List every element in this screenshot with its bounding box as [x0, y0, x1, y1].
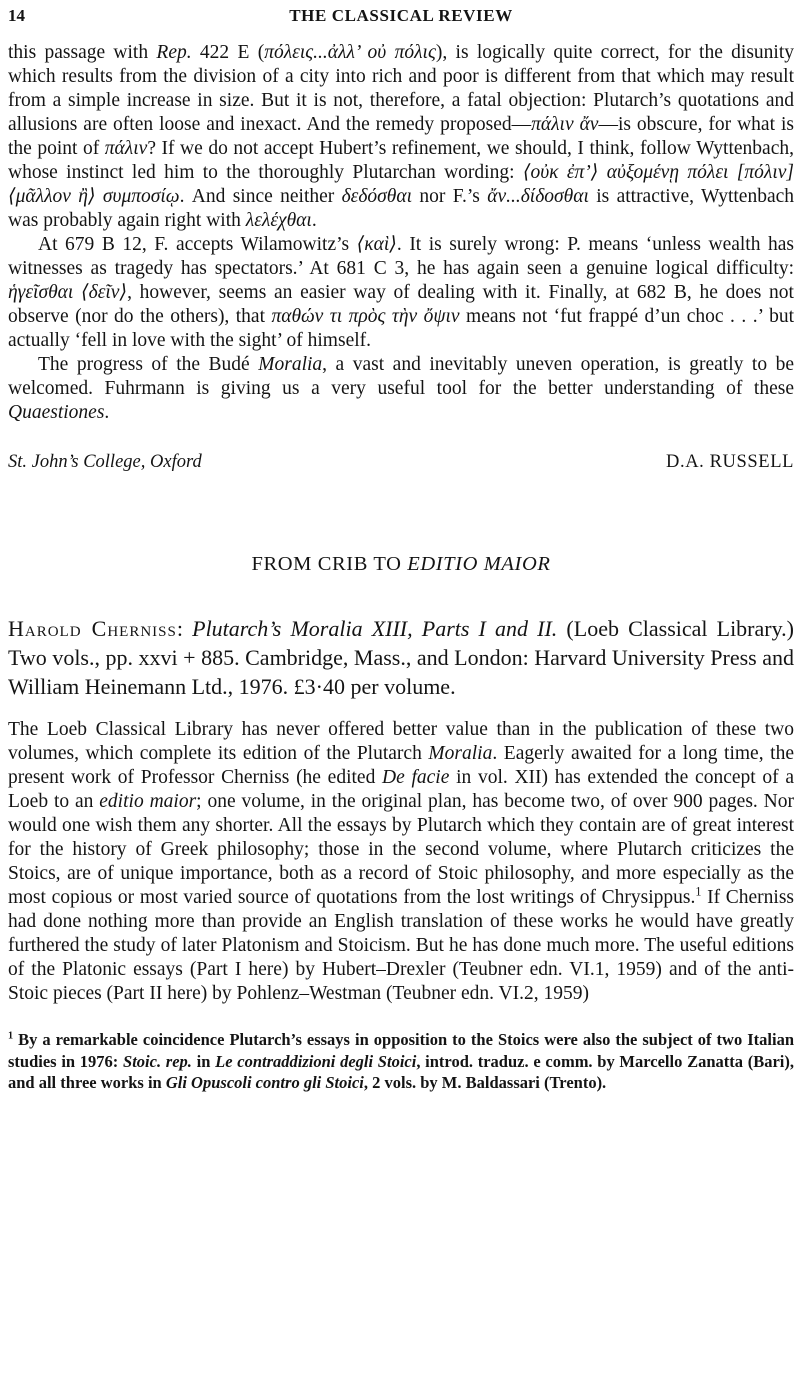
- text-run: The progress of the Budé: [38, 354, 259, 375]
- footnote-marker: 1: [695, 884, 702, 899]
- text-run: (Loeb Classical Library.) Two vols., pp. xxvi + 885. Cambridge, Mass., and London: Harvard University Press and William Heinemann Ltd., 1976. £3·40 per volume.: [8, 616, 794, 699]
- text-run: in: [191, 1051, 216, 1071]
- text-run: Harold Cherniss: [8, 616, 177, 641]
- text-run: , 2 vols. by M. Baldassari (Trento).: [363, 1073, 607, 1092]
- bibliographic-entry: [8, 614, 794, 701]
- text-run: πάλιν ἄν: [531, 114, 599, 135]
- text-run: —is obscure, for what is the point of: [8, 114, 794, 159]
- page-number: 14: [8, 6, 25, 25]
- text-run: 422 E (: [191, 42, 265, 63]
- text-run: EDITIO MAIOR: [407, 553, 551, 575]
- text-run: , a vast and inevitably uneven operation, is greatly to be welcomed. Fuhrmann is giving us a very useful tool for the better understanding of these: [8, 354, 794, 399]
- review-cherniss: [8, 553, 794, 1094]
- text-run: nor F.’s: [412, 186, 488, 207]
- reviewer-affiliation: St. John’s College, Oxford: [8, 452, 202, 472]
- journal-title: THE CLASSICAL REVIEW: [289, 6, 513, 25]
- text-run: πόλεις...ἀλλ’ οὐ πόλις: [264, 42, 436, 63]
- text-run: . It is surely wrong: P. means ‘unless wealth has witnesses as tragedy has spectators.’ At 681 C 3, he has again seen a genuine logical difficulty:: [8, 234, 794, 279]
- text-run: editio maior: [99, 791, 197, 812]
- review-title: [8, 553, 794, 576]
- text-run: FROM CRIB TO: [251, 553, 408, 575]
- running-head: [8, 6, 794, 26]
- text-run: Le contraddizioni degli Stoici: [215, 1051, 417, 1071]
- text-run: De facie: [382, 767, 450, 788]
- paragraph: [8, 233, 794, 353]
- text-run: ? If we do not accept Hubert’s refinement, we should, I think, follow Wyttenbach, whose instinct led him to the thoroughly Plutarchan wording:: [8, 138, 794, 183]
- text-run: .: [104, 402, 110, 423]
- text-run: . And since neither: [179, 186, 342, 207]
- paragraph: [8, 353, 794, 425]
- text-run: λελέχθαι: [245, 210, 312, 231]
- text-run: Moralia: [428, 743, 493, 764]
- text-run: παθών τι πρὸς τὴν ὄψιν: [271, 306, 460, 327]
- text-run: At 679 B 12, F. accepts Wilamowitz’s: [38, 234, 357, 255]
- text-run: δεδόσθαι: [341, 186, 413, 207]
- text-run: If Cherniss had done nothing more than provide an English translation of these works he would have greatly furthered the study of later Platonism and Stoicism. But he has done much more. The useful editions of the Platonic essays (Part I here) by Hubert–Drexler (Teubner edn. VI.1, 1959) and of the anti-Stoic pieces (Part II here) by Pohlenz–Westman (Teubner edn. VI.2, 1959): [8, 887, 795, 1004]
- text-run: :: [176, 616, 193, 641]
- text-run: this passage with: [8, 42, 157, 63]
- text-run: Moralia: [258, 354, 323, 375]
- footnote-marker: 1: [8, 1030, 14, 1042]
- reviewer-name: D.A. RUSSELL: [666, 452, 794, 472]
- text-run: , however, seems an easier way of dealing with it. Finally, at 682 B, he does not observe (nor do the others), that: [8, 282, 794, 327]
- text-run: By a remarkable coincidence Plutarch’s essays in opposition to the Stoics were also the subject of two Italian studies in 1976:: [8, 1030, 794, 1071]
- text-run: , introd. traduz. e comm. by Marcello Zanatta (Bari), and all three works in: [8, 1051, 794, 1092]
- text-run: The Loeb Classical Library has never offered better value than in the publication of these two volumes, which complete its edition of the Plutarch: [8, 719, 794, 764]
- text-run: .: [311, 210, 317, 231]
- text-run: Gli Opuscoli contro gli Stoici: [165, 1073, 364, 1092]
- text-run: ⟨οὐκ ἐπ’⟩ αὐξομένῃ πόλει [πόλιν] ⟨μᾶλλον ἢ⟩ συμποσίῳ: [8, 162, 794, 207]
- text-run: is attractive, Wyttenbach was probably again right with: [8, 186, 795, 231]
- text-run: ἄν...δίδοσθαι: [487, 186, 589, 207]
- text-run: ; one volume, in the original plan, has become two, of over 900 pages. Nor would one wish them any shorter. All the essays by Plutarch which they contain are of great interest for the history of Greek philosophy; those in the second volume, where Plutarch criticizes the Stoics, are of unique importance, both as a record of Stoic philosophy, and more especially as the most copious or most varied source of quotations from the lost writings of Chrysippus.: [8, 791, 795, 908]
- signature-line: [8, 452, 794, 473]
- text-run: Stoic. rep.: [123, 1051, 192, 1071]
- text-run: Plutarch’s Moralia XIII, Parts I and II.: [192, 616, 558, 641]
- text-run: ⟨καὶ⟩: [356, 234, 397, 255]
- text-run: in vol. XII) has extended the concept of a Loeb to an: [8, 767, 794, 812]
- paragraph-continuation: [8, 41, 794, 233]
- review-russell: [8, 41, 794, 473]
- text-run: Quaestiones: [8, 402, 105, 423]
- text-run: πάλιν: [104, 138, 148, 159]
- footnote: [8, 1029, 794, 1094]
- paragraph: [8, 718, 794, 1006]
- text-run: Rep.: [156, 42, 192, 63]
- text-run: means not ‘fut frappé d’un choc . . .’ but actually ‘fell in love with the sight’ of himself.: [8, 306, 794, 351]
- text-run: ἡγεῖσθαι ⟨δεῖν⟩: [8, 282, 128, 303]
- text-run: ), is logically quite correct, for the disunity which results from the division of a city into rich and poor is different from that which may result from a simple increase in size. But it is not, therefore, a fatal objection: Plutarch’s quotations and allusions are often loose and inexact. And the remedy proposed—: [8, 42, 794, 135]
- text-run: . Eagerly awaited for a long time, the present work of Professor Cherniss (he edited: [8, 743, 794, 788]
